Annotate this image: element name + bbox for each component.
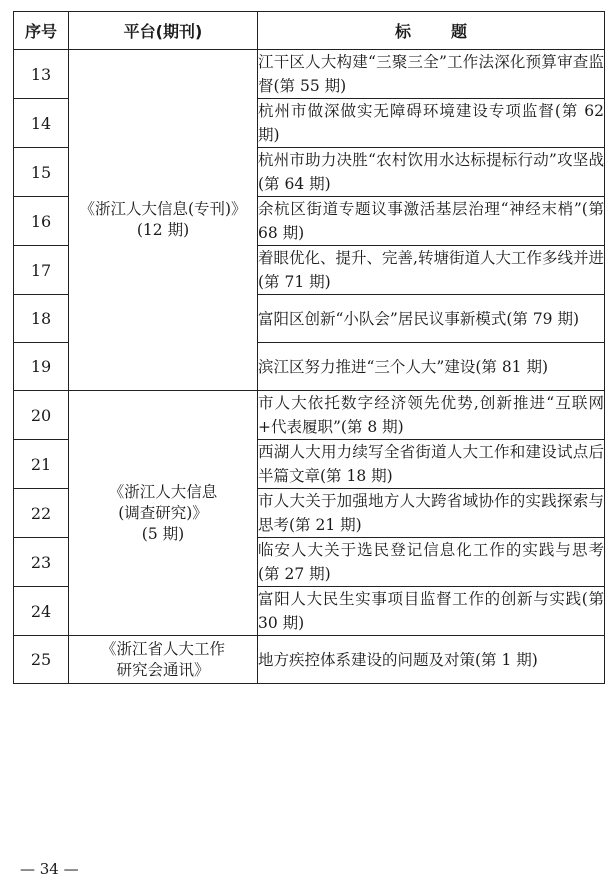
row-number: 19 (14, 343, 69, 391)
row-title: 西湖人大用力续写全省街道人大工作和建设试点后半篇文章(第 18 期) (258, 440, 605, 489)
platform-line: 研究会通讯》 (116, 660, 210, 679)
row-number: 14 (14, 99, 69, 148)
header-row (14, 12, 605, 50)
platform-line: (12 期) (136, 221, 190, 239)
table-row (14, 50, 605, 99)
row-title: 临安人大关于选民登记信息化工作的实践与思考(第 27 期) (258, 538, 605, 587)
row-title: 江干区人大构建“三聚三全”工作法深化预算审查监督(第 55 期) (258, 50, 605, 99)
platform-line: 《浙江人大信息 (108, 482, 218, 501)
row-number: 13 (14, 50, 69, 99)
row-number: 24 (14, 587, 69, 636)
row-number: 22 (14, 489, 69, 538)
row-number: 20 (14, 391, 69, 440)
platform-line: 《浙江省人大工作 (100, 639, 225, 658)
row-title: 市人大关于加强地方人大跨省域协作的实践探索与思考(第 21 期) (258, 489, 605, 538)
platform-cell (69, 391, 258, 636)
platform-cell (69, 50, 258, 391)
row-title: 杭州市助力决胜“农村饮用水达标提标行动”攻坚战(第 64 期) (258, 148, 605, 197)
platform-line: (5 期) (141, 524, 185, 543)
platform-line: 《浙江人大信息(专刊)》 (79, 200, 247, 218)
row-title: 滨江区努力推进“三个人大”建设(第 81 期) (258, 343, 605, 391)
row-title: 地方疾控体系建设的问题及对策(第 1 期) (258, 636, 605, 684)
header-no: 序号 (14, 12, 69, 50)
row-number: 15 (14, 148, 69, 197)
table-row (14, 391, 605, 440)
row-number: 21 (14, 440, 69, 489)
header-title: 标题 (258, 12, 605, 50)
row-title: 余杭区街道专题议事激活基层治理“神经末梢”(第 68 期) (258, 197, 605, 246)
row-number: 18 (14, 295, 69, 343)
row-title: 富阳区创新“小队会”居民议事新模式(第 79 期) (258, 295, 605, 343)
document-table (13, 11, 605, 684)
page-number: — 34 — (20, 860, 79, 878)
row-title: 杭州市做深做实无障碍环境建设专项监督(第 62 期) (258, 99, 605, 148)
row-title: 市人大依托数字经济领先优势,创新推进“互联网+代表履职”(第 8 期) (258, 391, 605, 440)
table-row (14, 636, 605, 684)
row-number: 25 (14, 636, 69, 684)
row-number: 23 (14, 538, 69, 587)
row-title: 着眼优化、提升、完善,转塘街道人大工作多线并进(第 71 期) (258, 246, 605, 295)
row-number: 17 (14, 246, 69, 295)
row-title: 富阳人大民生实事项目监督工作的创新与实践(第 30 期) (258, 587, 605, 636)
row-number: 16 (14, 197, 69, 246)
platform-line: (调查研究)》 (118, 503, 208, 522)
header-platform: 平台(期刊) (69, 12, 258, 50)
platform-cell (69, 636, 258, 684)
